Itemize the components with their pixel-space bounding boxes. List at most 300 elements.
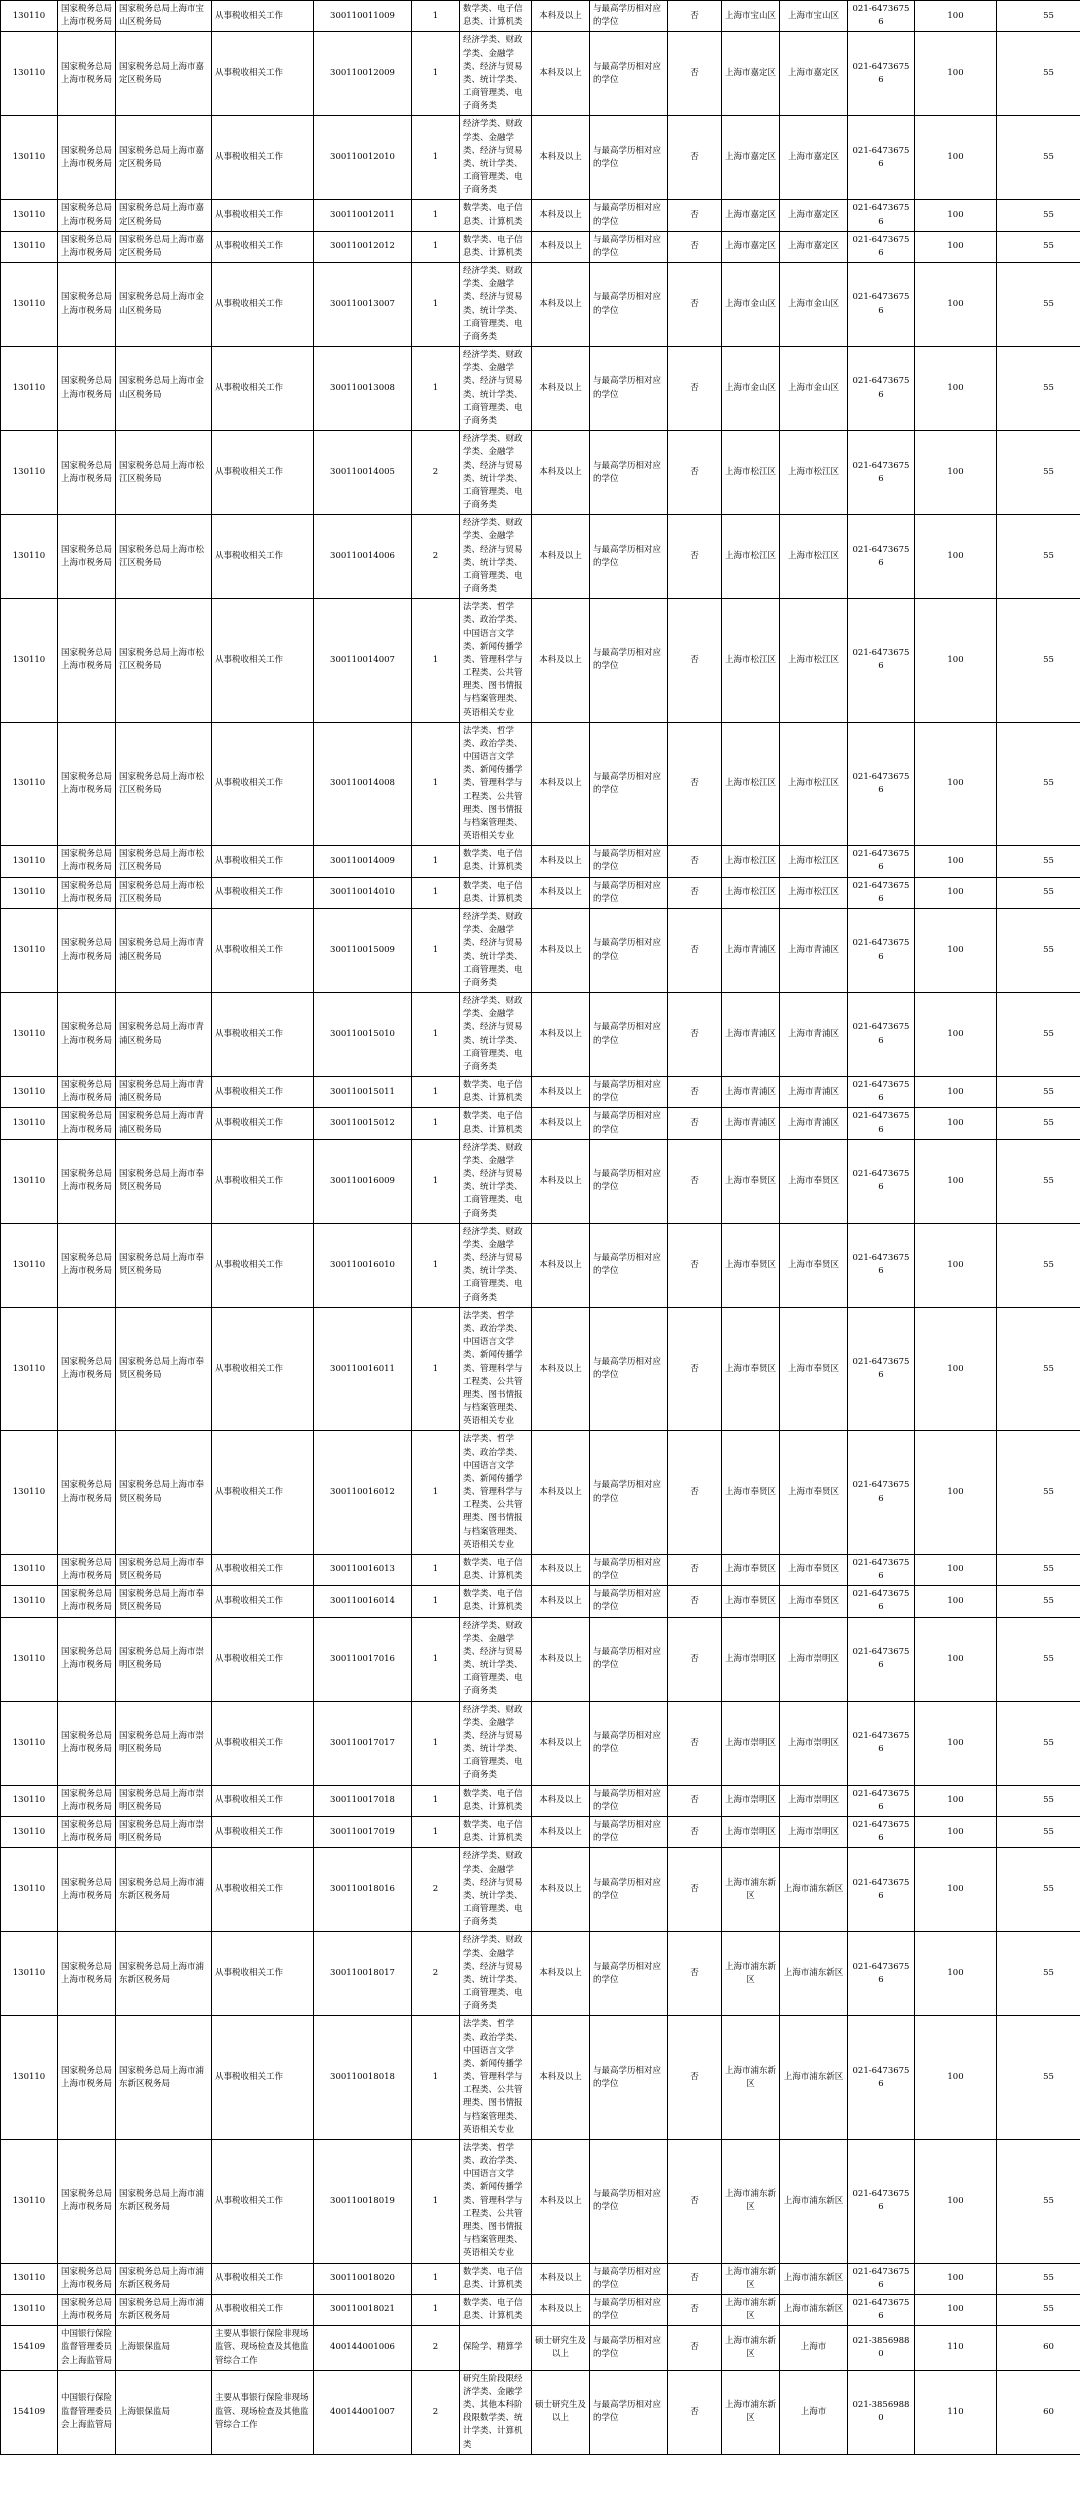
grassroots-required-cell: 否 (668, 32, 722, 116)
degree-cell: 与最高学历相对应的学位 (590, 200, 668, 231)
recruit-count-cell: 1 (412, 1586, 460, 1617)
position-code-cell: 300110018018 (314, 2016, 412, 2140)
dept-name-cell: 国家税务总局上海市税务局 (58, 1108, 116, 1139)
education-cell: 本科及以上 (532, 1932, 590, 2016)
grassroots-required-cell: 否 (668, 877, 722, 908)
exam-location-cell: 上海市嘉定区 (780, 200, 848, 231)
dept-code-cell: 130110 (1, 1139, 58, 1223)
interview-score-line-cell: 55 (997, 1108, 1080, 1139)
dept-name-cell: 国家税务总局上海市税务局 (58, 877, 116, 908)
degree-cell: 与最高学历相对应的学位 (590, 1307, 668, 1431)
employer-name-cell: 国家税务总局上海市青浦区税务局 (116, 993, 212, 1077)
dept-code-cell: 130110 (1, 2016, 58, 2140)
major-requirement-cell: 数学类、电子信息类、计算机类 (460, 1785, 532, 1816)
grassroots-required-cell: 否 (668, 2016, 722, 2140)
exam-location-cell: 上海市奉贤区 (780, 1307, 848, 1431)
work-location-cell: 上海市奉贤区 (722, 1586, 780, 1617)
recruit-count-cell: 2 (412, 2326, 460, 2371)
employer-name-cell: 国家税务总局上海市松江区税务局 (116, 722, 212, 846)
degree-cell: 与最高学历相对应的学位 (590, 116, 668, 200)
grassroots-required-cell: 否 (668, 231, 722, 262)
work-location-cell: 上海市奉贤区 (722, 1554, 780, 1585)
degree-cell: 与最高学历相对应的学位 (590, 2139, 668, 2263)
table-row (1, 2263, 1080, 2294)
work-location-cell: 上海市浦东新区 (722, 2326, 780, 2371)
degree-cell: 与最高学历相对应的学位 (590, 1848, 668, 1932)
dept-code-cell: 130110 (1, 2263, 58, 2294)
major-requirement-cell: 经济学类、财政学类、金融学类、经济与贸易类、统计学类、工商管理类、电子商务类 (460, 909, 532, 993)
interview-score-line-cell: 55 (997, 347, 1080, 431)
contact-phone-cell: 021-64736756 (848, 2263, 915, 2294)
job-description-cell: 从事税收相关工作 (212, 1139, 314, 1223)
position-code-cell: 300110015010 (314, 993, 412, 1077)
dept-code-cell: 130110 (1, 431, 58, 515)
major-requirement-cell: 数学类、电子信息类、计算机类 (460, 1817, 532, 1848)
exam-location-cell: 上海市松江区 (780, 599, 848, 723)
written-score-line-cell: 100 (915, 1431, 997, 1555)
interview-score-line-cell: 55 (997, 846, 1080, 877)
employer-name-cell: 国家税务总局上海市浦东新区税务局 (116, 2263, 212, 2294)
table-row (1, 515, 1080, 599)
interview-score-line-cell: 60 (997, 2370, 1080, 2454)
written-score-line-cell: 100 (915, 1554, 997, 1585)
education-cell: 本科及以上 (532, 909, 590, 993)
interview-score-line-cell: 55 (997, 32, 1080, 116)
contact-phone-cell: 021-64736756 (848, 1848, 915, 1932)
written-score-line-cell: 100 (915, 2139, 997, 2263)
position-code-cell: 400144001006 (314, 2326, 412, 2371)
written-score-line-cell: 100 (915, 1785, 997, 1816)
job-description-cell: 从事税收相关工作 (212, 515, 314, 599)
job-description-cell: 从事税收相关工作 (212, 1431, 314, 1555)
table-row (1, 1554, 1080, 1585)
contact-phone-cell: 021-64736756 (848, 1554, 915, 1585)
table-row (1, 599, 1080, 723)
employer-name-cell: 国家税务总局上海市崇明区税务局 (116, 1817, 212, 1848)
recruit-count-cell: 1 (412, 231, 460, 262)
employer-name-cell: 国家税务总局上海市松江区税务局 (116, 431, 212, 515)
degree-cell: 与最高学历相对应的学位 (590, 1108, 668, 1139)
contact-phone-cell: 021-64736756 (848, 877, 915, 908)
major-requirement-cell: 经济学类、财政学类、金融学类、经济与贸易类、统计学类、工商管理类、电子商务类 (460, 431, 532, 515)
table-row (1, 2326, 1080, 2371)
interview-score-line-cell: 55 (997, 2294, 1080, 2325)
recruit-count-cell: 1 (412, 877, 460, 908)
education-cell: 本科及以上 (532, 1617, 590, 1701)
dept-name-cell: 国家税务总局上海市税务局 (58, 1932, 116, 2016)
major-requirement-cell: 数学类、电子信息类、计算机类 (460, 231, 532, 262)
dept-code-cell: 130110 (1, 1586, 58, 1617)
contact-phone-cell: 021-64736756 (848, 1223, 915, 1307)
education-cell: 本科及以上 (532, 846, 590, 877)
work-location-cell: 上海市崇明区 (722, 1617, 780, 1701)
recruit-count-cell: 2 (412, 1848, 460, 1932)
dept-name-cell: 国家税务总局上海市税务局 (58, 1848, 116, 1932)
contact-phone-cell: 021-64736756 (848, 431, 915, 515)
major-requirement-cell: 经济学类、财政学类、金融学类、经济与贸易类、统计学类、工商管理类、电子商务类 (460, 993, 532, 1077)
position-code-cell: 300110012011 (314, 200, 412, 231)
education-cell: 本科及以上 (532, 1139, 590, 1223)
dept-name-cell: 国家税务总局上海市税务局 (58, 1785, 116, 1816)
exam-location-cell: 上海市奉贤区 (780, 1586, 848, 1617)
dept-name-cell: 国家税务总局上海市税务局 (58, 231, 116, 262)
job-description-cell: 从事税收相关工作 (212, 877, 314, 908)
degree-cell: 与最高学历相对应的学位 (590, 32, 668, 116)
position-code-cell: 300110015009 (314, 909, 412, 993)
degree-cell: 与最高学历相对应的学位 (590, 1617, 668, 1701)
degree-cell: 与最高学历相对应的学位 (590, 1077, 668, 1108)
job-description-cell: 从事税收相关工作 (212, 1586, 314, 1617)
degree-cell: 与最高学历相对应的学位 (590, 2294, 668, 2325)
dept-code-cell: 130110 (1, 1617, 58, 1701)
recruit-count-cell: 1 (412, 200, 460, 231)
employer-name-cell: 国家税务总局上海市崇明区税务局 (116, 1785, 212, 1816)
job-description-cell: 从事税收相关工作 (212, 1307, 314, 1431)
dept-name-cell: 国家税务总局上海市税务局 (58, 599, 116, 723)
job-description-cell: 从事税收相关工作 (212, 1817, 314, 1848)
recruit-count-cell: 1 (412, 1, 460, 32)
work-location-cell: 上海市浦东新区 (722, 2294, 780, 2325)
written-score-line-cell: 100 (915, 1701, 997, 1785)
interview-score-line-cell: 55 (997, 200, 1080, 231)
interview-score-line-cell: 55 (997, 1139, 1080, 1223)
degree-cell: 与最高学历相对应的学位 (590, 1586, 668, 1617)
dept-name-cell: 国家税务总局上海市税务局 (58, 2139, 116, 2263)
employer-name-cell: 国家税务总局上海市浦东新区税务局 (116, 1848, 212, 1932)
dept-name-cell: 中国银行保险监督管理委员会上海监管局 (58, 2326, 116, 2371)
contact-phone-cell: 021-64736756 (848, 263, 915, 347)
dept-name-cell: 中国银行保险监督管理委员会上海监管局 (58, 2370, 116, 2454)
job-description-cell: 从事税收相关工作 (212, 599, 314, 723)
dept-name-cell: 国家税务总局上海市税务局 (58, 2294, 116, 2325)
work-location-cell: 上海市松江区 (722, 599, 780, 723)
table-row (1, 347, 1080, 431)
dept-code-cell: 130110 (1, 1701, 58, 1785)
grassroots-required-cell: 否 (668, 722, 722, 846)
interview-score-line-cell: 55 (997, 877, 1080, 908)
job-description-cell: 从事税收相关工作 (212, 431, 314, 515)
dept-code-cell: 130110 (1, 200, 58, 231)
major-requirement-cell: 研究生阶段限经济学类、金融学类、其他本科阶段限数学类、统计学类、计算机类 (460, 2370, 532, 2454)
exam-location-cell: 上海市崇明区 (780, 1617, 848, 1701)
job-description-cell: 从事税收相关工作 (212, 1, 314, 32)
written-score-line-cell: 100 (915, 1139, 997, 1223)
contact-phone-cell: 021-64736756 (848, 1701, 915, 1785)
employer-name-cell: 国家税务总局上海市奉贤区税务局 (116, 1554, 212, 1585)
job-description-cell: 从事税收相关工作 (212, 1617, 314, 1701)
grassroots-required-cell: 否 (668, 1, 722, 32)
work-location-cell: 上海市崇明区 (722, 1701, 780, 1785)
contact-phone-cell: 021-64736756 (848, 909, 915, 993)
contact-phone-cell: 021-64736756 (848, 1617, 915, 1701)
work-location-cell: 上海市松江区 (722, 846, 780, 877)
written-score-line-cell: 110 (915, 2370, 997, 2454)
grassroots-required-cell: 否 (668, 2326, 722, 2371)
written-score-line-cell: 100 (915, 2016, 997, 2140)
table-row (1, 1307, 1080, 1431)
dept-code-cell: 130110 (1, 1108, 58, 1139)
degree-cell: 与最高学历相对应的学位 (590, 2016, 668, 2140)
work-location-cell: 上海市金山区 (722, 347, 780, 431)
education-cell: 本科及以上 (532, 431, 590, 515)
exam-location-cell: 上海市嘉定区 (780, 116, 848, 200)
education-cell: 本科及以上 (532, 1431, 590, 1555)
exam-location-cell: 上海市松江区 (780, 515, 848, 599)
dept-code-cell: 130110 (1, 515, 58, 599)
major-requirement-cell: 数学类、电子信息类、计算机类 (460, 1554, 532, 1585)
exam-location-cell: 上海市青浦区 (780, 909, 848, 993)
grassroots-required-cell: 否 (668, 599, 722, 723)
dept-code-cell: 130110 (1, 993, 58, 1077)
exam-location-cell: 上海市崇明区 (780, 1817, 848, 1848)
table-row (1, 231, 1080, 262)
contact-phone-cell: 021-64736756 (848, 1817, 915, 1848)
position-code-cell: 300110016010 (314, 1223, 412, 1307)
education-cell: 本科及以上 (532, 347, 590, 431)
job-description-cell: 从事税收相关工作 (212, 1554, 314, 1585)
grassroots-required-cell: 否 (668, 2370, 722, 2454)
grassroots-required-cell: 否 (668, 1431, 722, 1555)
interview-score-line-cell: 55 (997, 1701, 1080, 1785)
table-row (1, 1431, 1080, 1555)
job-description-cell: 从事税收相关工作 (212, 32, 314, 116)
contact-phone-cell: 021-64736756 (848, 1139, 915, 1223)
grassroots-required-cell: 否 (668, 263, 722, 347)
contact-phone-cell: 021-64736756 (848, 1, 915, 32)
position-code-cell: 300110014009 (314, 846, 412, 877)
job-description-cell: 从事税收相关工作 (212, 2263, 314, 2294)
education-cell: 本科及以上 (532, 32, 590, 116)
major-requirement-cell: 经济学类、财政学类、金融学类、经济与贸易类、统计学类、工商管理类、电子商务类 (460, 347, 532, 431)
education-cell: 本科及以上 (532, 1307, 590, 1431)
contact-phone-cell: 021-64736756 (848, 2016, 915, 2140)
degree-cell: 与最高学历相对应的学位 (590, 2370, 668, 2454)
major-requirement-cell: 数学类、电子信息类、计算机类 (460, 200, 532, 231)
written-score-line-cell: 100 (915, 722, 997, 846)
dept-name-cell: 国家税务总局上海市税务局 (58, 2263, 116, 2294)
job-description-cell: 从事税收相关工作 (212, 2294, 314, 2325)
job-description-cell: 从事税收相关工作 (212, 1701, 314, 1785)
degree-cell: 与最高学历相对应的学位 (590, 1554, 668, 1585)
work-location-cell: 上海市浦东新区 (722, 2263, 780, 2294)
interview-score-line-cell: 55 (997, 993, 1080, 1077)
major-requirement-cell: 数学类、电子信息类、计算机类 (460, 1108, 532, 1139)
dept-code-cell: 130110 (1, 846, 58, 877)
education-cell: 本科及以上 (532, 200, 590, 231)
position-code-cell: 300110013008 (314, 347, 412, 431)
job-description-cell: 从事税收相关工作 (212, 347, 314, 431)
employer-name-cell: 国家税务总局上海市奉贤区税务局 (116, 1586, 212, 1617)
work-location-cell: 上海市嘉定区 (722, 32, 780, 116)
dept-name-cell: 国家税务总局上海市税务局 (58, 909, 116, 993)
dept-code-cell: 130110 (1, 32, 58, 116)
work-location-cell: 上海市青浦区 (722, 993, 780, 1077)
recruit-count-cell: 1 (412, 846, 460, 877)
interview-score-line-cell: 55 (997, 1817, 1080, 1848)
written-score-line-cell: 100 (915, 1932, 997, 2016)
table-row (1, 32, 1080, 116)
degree-cell: 与最高学历相对应的学位 (590, 2263, 668, 2294)
education-cell: 本科及以上 (532, 2016, 590, 2140)
dept-code-cell: 130110 (1, 1554, 58, 1585)
table-row (1, 846, 1080, 877)
exam-location-cell: 上海市青浦区 (780, 1077, 848, 1108)
recruit-count-cell: 1 (412, 1223, 460, 1307)
dept-code-cell: 130110 (1, 1, 58, 32)
recruit-count-cell: 2 (412, 515, 460, 599)
dept-code-cell: 130110 (1, 909, 58, 993)
dept-name-cell: 国家税务总局上海市税务局 (58, 722, 116, 846)
employer-name-cell: 国家税务总局上海市嘉定区税务局 (116, 231, 212, 262)
work-location-cell: 上海市浦东新区 (722, 2370, 780, 2454)
position-code-cell: 300110018016 (314, 1848, 412, 1932)
interview-score-line-cell: 55 (997, 2263, 1080, 2294)
work-location-cell: 上海市奉贤区 (722, 1431, 780, 1555)
education-cell: 本科及以上 (532, 599, 590, 723)
employer-name-cell: 上海银保监局 (116, 2326, 212, 2371)
education-cell: 本科及以上 (532, 1817, 590, 1848)
table-row (1, 2016, 1080, 2140)
position-code-cell: 300110016013 (314, 1554, 412, 1585)
table-row (1, 1, 1080, 32)
work-location-cell: 上海市浦东新区 (722, 1848, 780, 1932)
degree-cell: 与最高学历相对应的学位 (590, 231, 668, 262)
exam-location-cell: 上海市松江区 (780, 846, 848, 877)
dept-name-cell: 国家税务总局上海市税务局 (58, 1307, 116, 1431)
written-score-line-cell: 100 (915, 1, 997, 32)
interview-score-line-cell: 55 (997, 1848, 1080, 1932)
dept-code-cell: 130110 (1, 347, 58, 431)
dept-name-cell: 国家税务总局上海市税务局 (58, 1617, 116, 1701)
position-code-cell: 300110018021 (314, 2294, 412, 2325)
major-requirement-cell: 经济学类、财政学类、金融学类、经济与贸易类、统计学类、工商管理类、电子商务类 (460, 1139, 532, 1223)
interview-score-line-cell: 55 (997, 515, 1080, 599)
work-location-cell: 上海市崇明区 (722, 1785, 780, 1816)
major-requirement-cell: 数学类、电子信息类、计算机类 (460, 1, 532, 32)
contact-phone-cell: 021-64736756 (848, 347, 915, 431)
dept-name-cell: 国家税务总局上海市税务局 (58, 32, 116, 116)
exam-location-cell: 上海市浦东新区 (780, 1848, 848, 1932)
work-location-cell: 上海市嘉定区 (722, 200, 780, 231)
grassroots-required-cell: 否 (668, 515, 722, 599)
recruit-count-cell: 1 (412, 1617, 460, 1701)
recruit-count-cell: 1 (412, 1554, 460, 1585)
grassroots-required-cell: 否 (668, 1932, 722, 2016)
dept-name-cell: 国家税务总局上海市税务局 (58, 2016, 116, 2140)
written-score-line-cell: 100 (915, 1617, 997, 1701)
dept-code-cell: 130110 (1, 1431, 58, 1555)
position-code-cell: 300110013007 (314, 263, 412, 347)
dept-code-cell: 130110 (1, 116, 58, 200)
education-cell: 本科及以上 (532, 1108, 590, 1139)
major-requirement-cell: 保险学、精算学 (460, 2326, 532, 2371)
grassroots-required-cell: 否 (668, 2294, 722, 2325)
position-code-cell: 300110018017 (314, 1932, 412, 2016)
dept-code-cell: 130110 (1, 2294, 58, 2325)
contact-phone-cell: 021-64736756 (848, 231, 915, 262)
major-requirement-cell: 经济学类、财政学类、金融学类、经济与贸易类、统计学类、工商管理类、电子商务类 (460, 1848, 532, 1932)
dept-name-cell: 国家税务总局上海市税务局 (58, 515, 116, 599)
work-location-cell: 上海市奉贤区 (722, 1307, 780, 1431)
contact-phone-cell: 021-64736756 (848, 116, 915, 200)
employer-name-cell: 国家税务总局上海市奉贤区税务局 (116, 1223, 212, 1307)
job-description-cell: 主要从事银行保险非现场监管、现场检查及其他监管综合工作 (212, 2326, 314, 2371)
dept-code-cell: 130110 (1, 231, 58, 262)
employer-name-cell: 国家税务总局上海市金山区税务局 (116, 263, 212, 347)
dept-code-cell: 130110 (1, 1932, 58, 2016)
exam-location-cell: 上海市浦东新区 (780, 2016, 848, 2140)
major-requirement-cell: 经济学类、财政学类、金融学类、经济与贸易类、统计学类、工商管理类、电子商务类 (460, 1617, 532, 1701)
job-description-cell: 从事税收相关工作 (212, 1108, 314, 1139)
employer-name-cell: 上海银保监局 (116, 2370, 212, 2454)
written-score-line-cell: 100 (915, 599, 997, 723)
written-score-line-cell: 100 (915, 1848, 997, 1932)
education-cell: 本科及以上 (532, 2294, 590, 2325)
contact-phone-cell: 021-64736756 (848, 599, 915, 723)
position-code-cell: 300110014006 (314, 515, 412, 599)
position-code-cell: 300110016014 (314, 1586, 412, 1617)
dept-name-cell: 国家税务总局上海市税务局 (58, 846, 116, 877)
recruit-count-cell: 1 (412, 1108, 460, 1139)
table-row (1, 200, 1080, 231)
position-code-cell: 300110012010 (314, 116, 412, 200)
interview-score-line-cell: 55 (997, 909, 1080, 993)
dept-name-cell: 国家税务总局上海市税务局 (58, 1139, 116, 1223)
contact-phone-cell: 021-38569880 (848, 2326, 915, 2371)
work-location-cell: 上海市奉贤区 (722, 1223, 780, 1307)
table-row (1, 993, 1080, 1077)
work-location-cell: 上海市青浦区 (722, 909, 780, 993)
major-requirement-cell: 法学类、哲学类、政治学类、中国语言文学类、新闻传播学类、管理科学与工程类、公共管理类、图书情报与档案管理类、英语相关专业 (460, 722, 532, 846)
work-location-cell: 上海市奉贤区 (722, 1139, 780, 1223)
written-score-line-cell: 100 (915, 347, 997, 431)
dept-code-cell: 130110 (1, 2139, 58, 2263)
exam-location-cell: 上海市 (780, 2370, 848, 2454)
degree-cell: 与最高学历相对应的学位 (590, 431, 668, 515)
employer-name-cell: 国家税务总局上海市松江区税务局 (116, 846, 212, 877)
work-location-cell: 上海市嘉定区 (722, 231, 780, 262)
position-code-cell: 300110016012 (314, 1431, 412, 1555)
position-code-cell: 300110014010 (314, 877, 412, 908)
education-cell: 本科及以上 (532, 1785, 590, 1816)
major-requirement-cell: 法学类、哲学类、政治学类、中国语言文学类、新闻传播学类、管理科学与工程类、公共管理类、图书情报与档案管理类、英语相关专业 (460, 599, 532, 723)
major-requirement-cell: 经济学类、财政学类、金融学类、经济与贸易类、统计学类、工商管理类、电子商务类 (460, 515, 532, 599)
position-code-cell: 300110012009 (314, 32, 412, 116)
education-cell: 本科及以上 (532, 231, 590, 262)
recruit-count-cell: 1 (412, 1077, 460, 1108)
exam-location-cell: 上海市松江区 (780, 877, 848, 908)
work-location-cell: 上海市青浦区 (722, 1077, 780, 1108)
grassroots-required-cell: 否 (668, 1139, 722, 1223)
contact-phone-cell: 021-64736756 (848, 1586, 915, 1617)
interview-score-line-cell: 55 (997, 722, 1080, 846)
grassroots-required-cell: 否 (668, 1554, 722, 1585)
job-description-cell: 从事税收相关工作 (212, 1077, 314, 1108)
dept-name-cell: 国家税务总局上海市税务局 (58, 1817, 116, 1848)
exam-location-cell: 上海市浦东新区 (780, 1932, 848, 2016)
interview-score-line-cell: 60 (997, 2326, 1080, 2371)
written-score-line-cell: 100 (915, 1817, 997, 1848)
employer-name-cell: 国家税务总局上海市金山区税务局 (116, 347, 212, 431)
dept-name-cell: 国家税务总局上海市税务局 (58, 116, 116, 200)
education-cell: 本科及以上 (532, 993, 590, 1077)
table-row (1, 116, 1080, 200)
dept-name-cell: 国家税务总局上海市税务局 (58, 1077, 116, 1108)
contact-phone-cell: 021-64736756 (848, 1108, 915, 1139)
table-row (1, 1617, 1080, 1701)
major-requirement-cell: 法学类、哲学类、政治学类、中国语言文学类、新闻传播学类、管理科学与工程类、公共管理类、图书情报与档案管理类、英语相关专业 (460, 1307, 532, 1431)
grassroots-required-cell: 否 (668, 1586, 722, 1617)
